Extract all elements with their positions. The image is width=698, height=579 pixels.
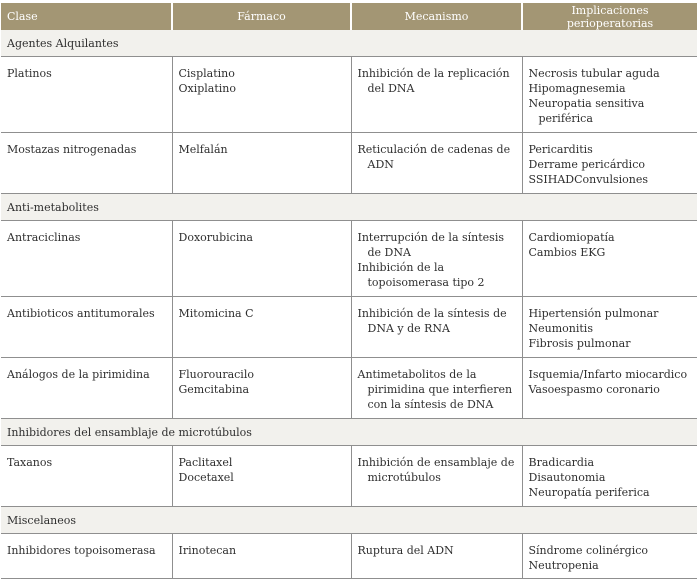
cell-mecanismo [351, 221, 522, 297]
cell-farmaco [172, 221, 351, 297]
cell-clase: Taxanos [1, 446, 172, 507]
section-title: Anti-metabolites [1, 194, 697, 221]
table-row [1, 57, 697, 133]
section-title: Agentes Alquilantes [1, 30, 697, 57]
implicacion-item: Necrosis tubular aguda [528, 67, 660, 80]
table-row [1, 358, 697, 419]
farmaco-item: Gemcitabina [178, 383, 250, 396]
table-header [1, 3, 697, 30]
implicacion-item: Hipertensión pulmonar [528, 307, 659, 320]
mecanismo-item: Inhibición de la replicación del DNA [357, 67, 510, 95]
section-row [1, 30, 697, 57]
implicacion-item: Disautonomia [528, 471, 606, 484]
farmaco-item: Irinotecan [178, 544, 237, 557]
implicacion-item: Cambios EKG [528, 246, 606, 259]
cell-mecanismo [351, 534, 522, 579]
table-row [1, 534, 697, 579]
cell-implicaciones [522, 221, 697, 297]
header-clase: Clase [1, 3, 172, 30]
table-row [1, 297, 697, 358]
implicacion-item: Isquemia/Infarto miocardico [528, 368, 688, 381]
implicacion-item: Síndrome colinérgico [528, 544, 649, 557]
farmaco-item: Melfalán [178, 143, 228, 156]
cell-implicaciones [522, 133, 697, 194]
cell-mecanismo [351, 358, 522, 419]
implicacion-item: Neuropatia sensitiva periférica [528, 97, 645, 125]
implicacion-item: Neuropatía periferica [528, 486, 650, 499]
cell-mecanismo [351, 446, 522, 507]
table-row [1, 221, 697, 297]
cell-mecanismo [351, 57, 522, 133]
cell-farmaco [172, 57, 351, 133]
cell-clase: Mostazas nitrogenadas [1, 133, 172, 194]
farmaco-item: Fluorouracilo [178, 368, 254, 381]
cell-clase: Inhibidores topoisomerasa [1, 534, 172, 579]
cell-implicaciones [522, 57, 697, 133]
section-row [1, 507, 697, 534]
implicacion-item: Vasoespasmo coronario [528, 383, 660, 396]
implicacion-item: SSIHADConvulsiones [528, 173, 649, 186]
implicacion-item: Neumonitis [528, 322, 593, 335]
header-farmaco: Fármaco [172, 3, 351, 30]
section-row [1, 194, 697, 221]
implicacion-item: Bradicardia [528, 456, 595, 469]
table-row [1, 133, 697, 194]
mecanismo-item: Inhibición de ensamblaje de microtúbulos [357, 456, 515, 484]
header-mecanismo: Mecanismo [351, 3, 522, 30]
implicacion-item: Fibrosis pulmonar [528, 337, 631, 350]
cell-farmaco [172, 297, 351, 358]
mecanismo-item: Interrupción de la síntesis de DNA [357, 231, 504, 259]
farmaco-item: Oxiplatino [178, 82, 237, 95]
drug-table [1, 3, 697, 579]
cell-clase: Antibioticos antitumorales [1, 297, 172, 358]
cell-farmaco [172, 133, 351, 194]
cell-implicaciones [522, 297, 697, 358]
farmaco-item: Docetaxel [178, 471, 234, 484]
mecanismo-item: Reticulación de cadenas de ADN [357, 143, 511, 171]
cell-farmaco [172, 358, 351, 419]
implicacion-item: Pericarditis [528, 143, 593, 156]
cell-implicaciones [522, 534, 697, 579]
section-title: Inhibidores del ensamblaje de microtúbulos [1, 419, 697, 446]
farmaco-item: Doxorubicina [178, 231, 253, 244]
cell-farmaco [172, 534, 351, 579]
cell-mecanismo [351, 133, 522, 194]
cell-implicaciones [522, 446, 697, 507]
implicacion-item: Cardiomiopatía [528, 231, 615, 244]
mecanismo-item: Ruptura del ADN [357, 544, 454, 557]
section-row [1, 419, 697, 446]
table-row [1, 446, 697, 507]
section-title: Miscelaneos [1, 507, 697, 534]
implicacion-item: Derrame pericárdico [528, 158, 645, 171]
farmaco-item: Mitomicina C [178, 307, 254, 320]
header-implicaciones: Implicaciones perioperatorias [522, 3, 697, 30]
cell-clase: Platinos [1, 57, 172, 133]
implicacion-item: Neutropenia [528, 559, 599, 572]
cell-clase: Antraciclinas [1, 221, 172, 297]
cell-implicaciones [522, 358, 697, 419]
mecanismo-item: Inhibición de la topoisomerasa tipo 2 [357, 261, 485, 289]
mecanismo-item: Inhibición de la síntesis de DNA y de RNA [357, 307, 507, 335]
farmaco-item: Cisplatino [178, 67, 235, 80]
mecanismo-item: Antimetabolitos de la pirimidina que interfieren con la síntesis de DNA [357, 368, 513, 411]
cell-farmaco [172, 446, 351, 507]
cell-mecanismo [351, 297, 522, 358]
cell-clase: Análogos de la pirimidina [1, 358, 172, 419]
implicacion-item: Hipomagnesemia [528, 82, 626, 95]
farmaco-item: Paclitaxel [178, 456, 233, 469]
